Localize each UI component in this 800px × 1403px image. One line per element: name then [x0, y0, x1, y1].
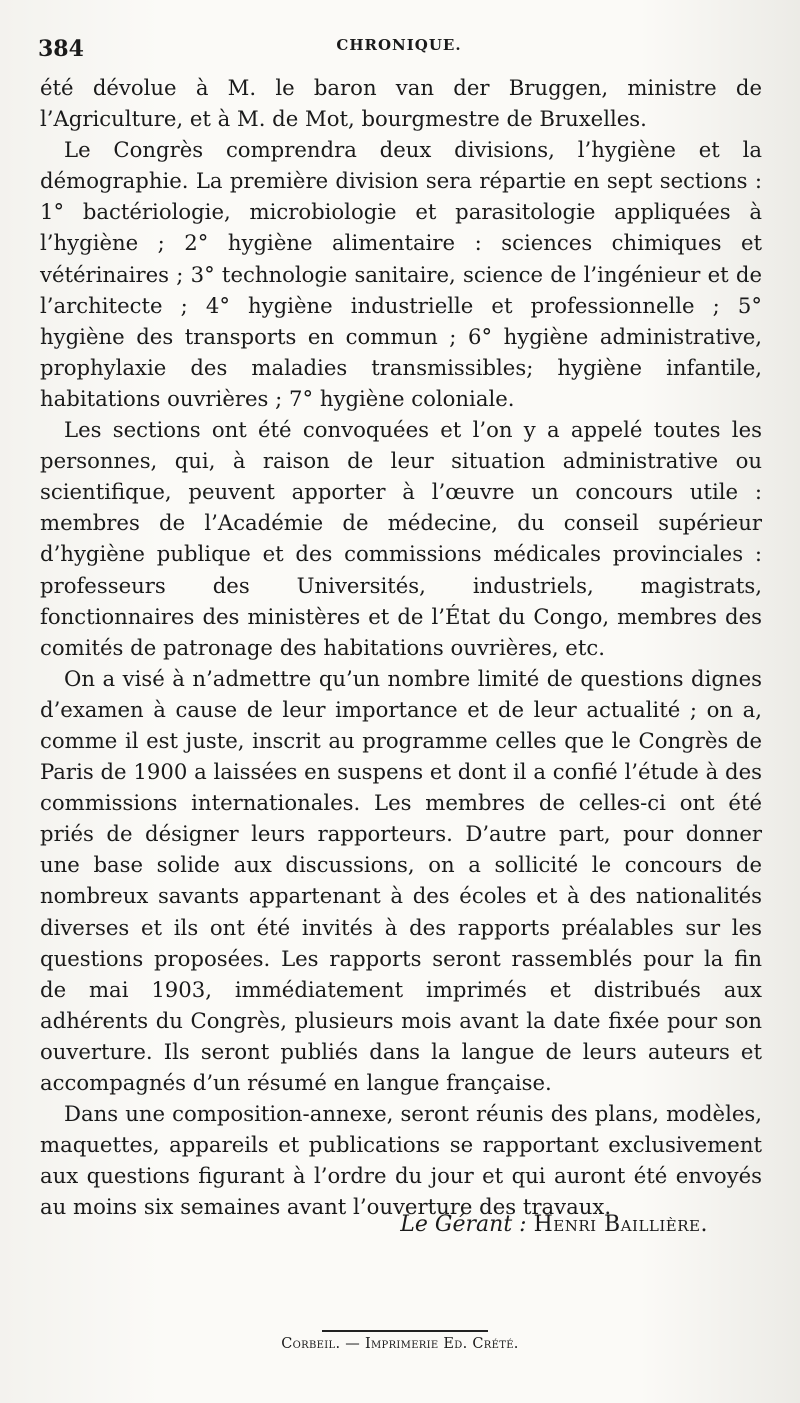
running-head: CHRONIQUE.	[336, 36, 462, 54]
paragraph-1: été dévolue à M. le baron van der Bruggen, ministre de l’Agriculture, et à M. de Mot, bourgmestre de Bruxelles.	[40, 75, 762, 132]
paragraph-2: Le Congrès comprendra deux divisions, l’hygiène et la démographie. La première division sera répartie en sept sections : 1° bactériologie, microbiologie et parasitologie appliquées à l’hygiène ; 2° hygiène alimentaire : sciences chimiques et vétérinaires ; 3° technologie sanitaire, science de l’ingénieur et de l’architecte ; 4° hygiène industrielle et professionnelle ; 5° hygiène des transports en commun ; 6° hygiène administrative, prophylaxie des maladies transmissibles; hygiène infantile, habitations ouvrières ; 7° hygiène coloniale.	[40, 137, 762, 411]
page-number: 384	[38, 36, 84, 62]
page-header	[38, 30, 760, 60]
signature	[400, 1212, 708, 1237]
footer-rule	[322, 1330, 488, 1332]
paragraph-3: Les sections ont été convoquées et l’on y a appelé toutes les personnes, qui, à raison de leur situation administrative ou scientifique, peuvent apporter à l’œuvre un concours utile : membres de l’Académie de médecine, du conseil supérieur d’hygiène publique et des commissions médicales provinciales : professeurs des Universités, industriels, magistrats, fonctionnaires des ministères et de l’État du Congo, membres des comités de patronage des habitations ouvrières, etc.	[40, 417, 762, 660]
paragraph-4: On a visé à n’admettre qu’un nombre limité de questions dignes d’examen à cause de leur importance et de leur actualité ; on a, comme il est juste, inscrit au programme celles que le Congrès de Paris de 1900 a laissées en suspens et dont il a confié l’étude à des commissions internationales. Les membres de celles-ci ont été priés de désigner leurs rapporteurs. D’autre part, pour donner une base solide aux discussions, on a sollicité le concours de nombreux savants appartenant à des écoles et à des nationalités diverses et ils ont été invités à des rapports préalables sur les questions proposées. Les rapports seront rassemblés pour la fin de mai 1903, immédiatement imprimés et distribués aux adhérents du Congrès, plusieurs mois avant la date fixée pour son ouverture. Ils seront publiés dans la langue de leurs auteurs et accompagnés d’un résumé en langue française.	[40, 665, 762, 1095]
imprint-dash: —	[340, 1336, 365, 1352]
imprint-printer: Imprimerie Ed. Crété.	[364, 1336, 519, 1352]
paragraph-5: Dans une composition-annexe, seront réunis des plans, modèles, maquettes, appareils et publications se rapportant exclusivement aux questions figurant à l’ordre du jour et qui auront été envoyés au moins six semaines avant l’ouverture des travaux.	[40, 1101, 762, 1220]
body-text	[40, 72, 762, 1222]
signature-title: Le Gérant :	[400, 1212, 527, 1237]
imprint-city: Corbeil.	[281, 1336, 341, 1352]
signature-name: Henri Baillière.	[533, 1212, 708, 1237]
printer-imprint	[0, 1336, 800, 1352]
